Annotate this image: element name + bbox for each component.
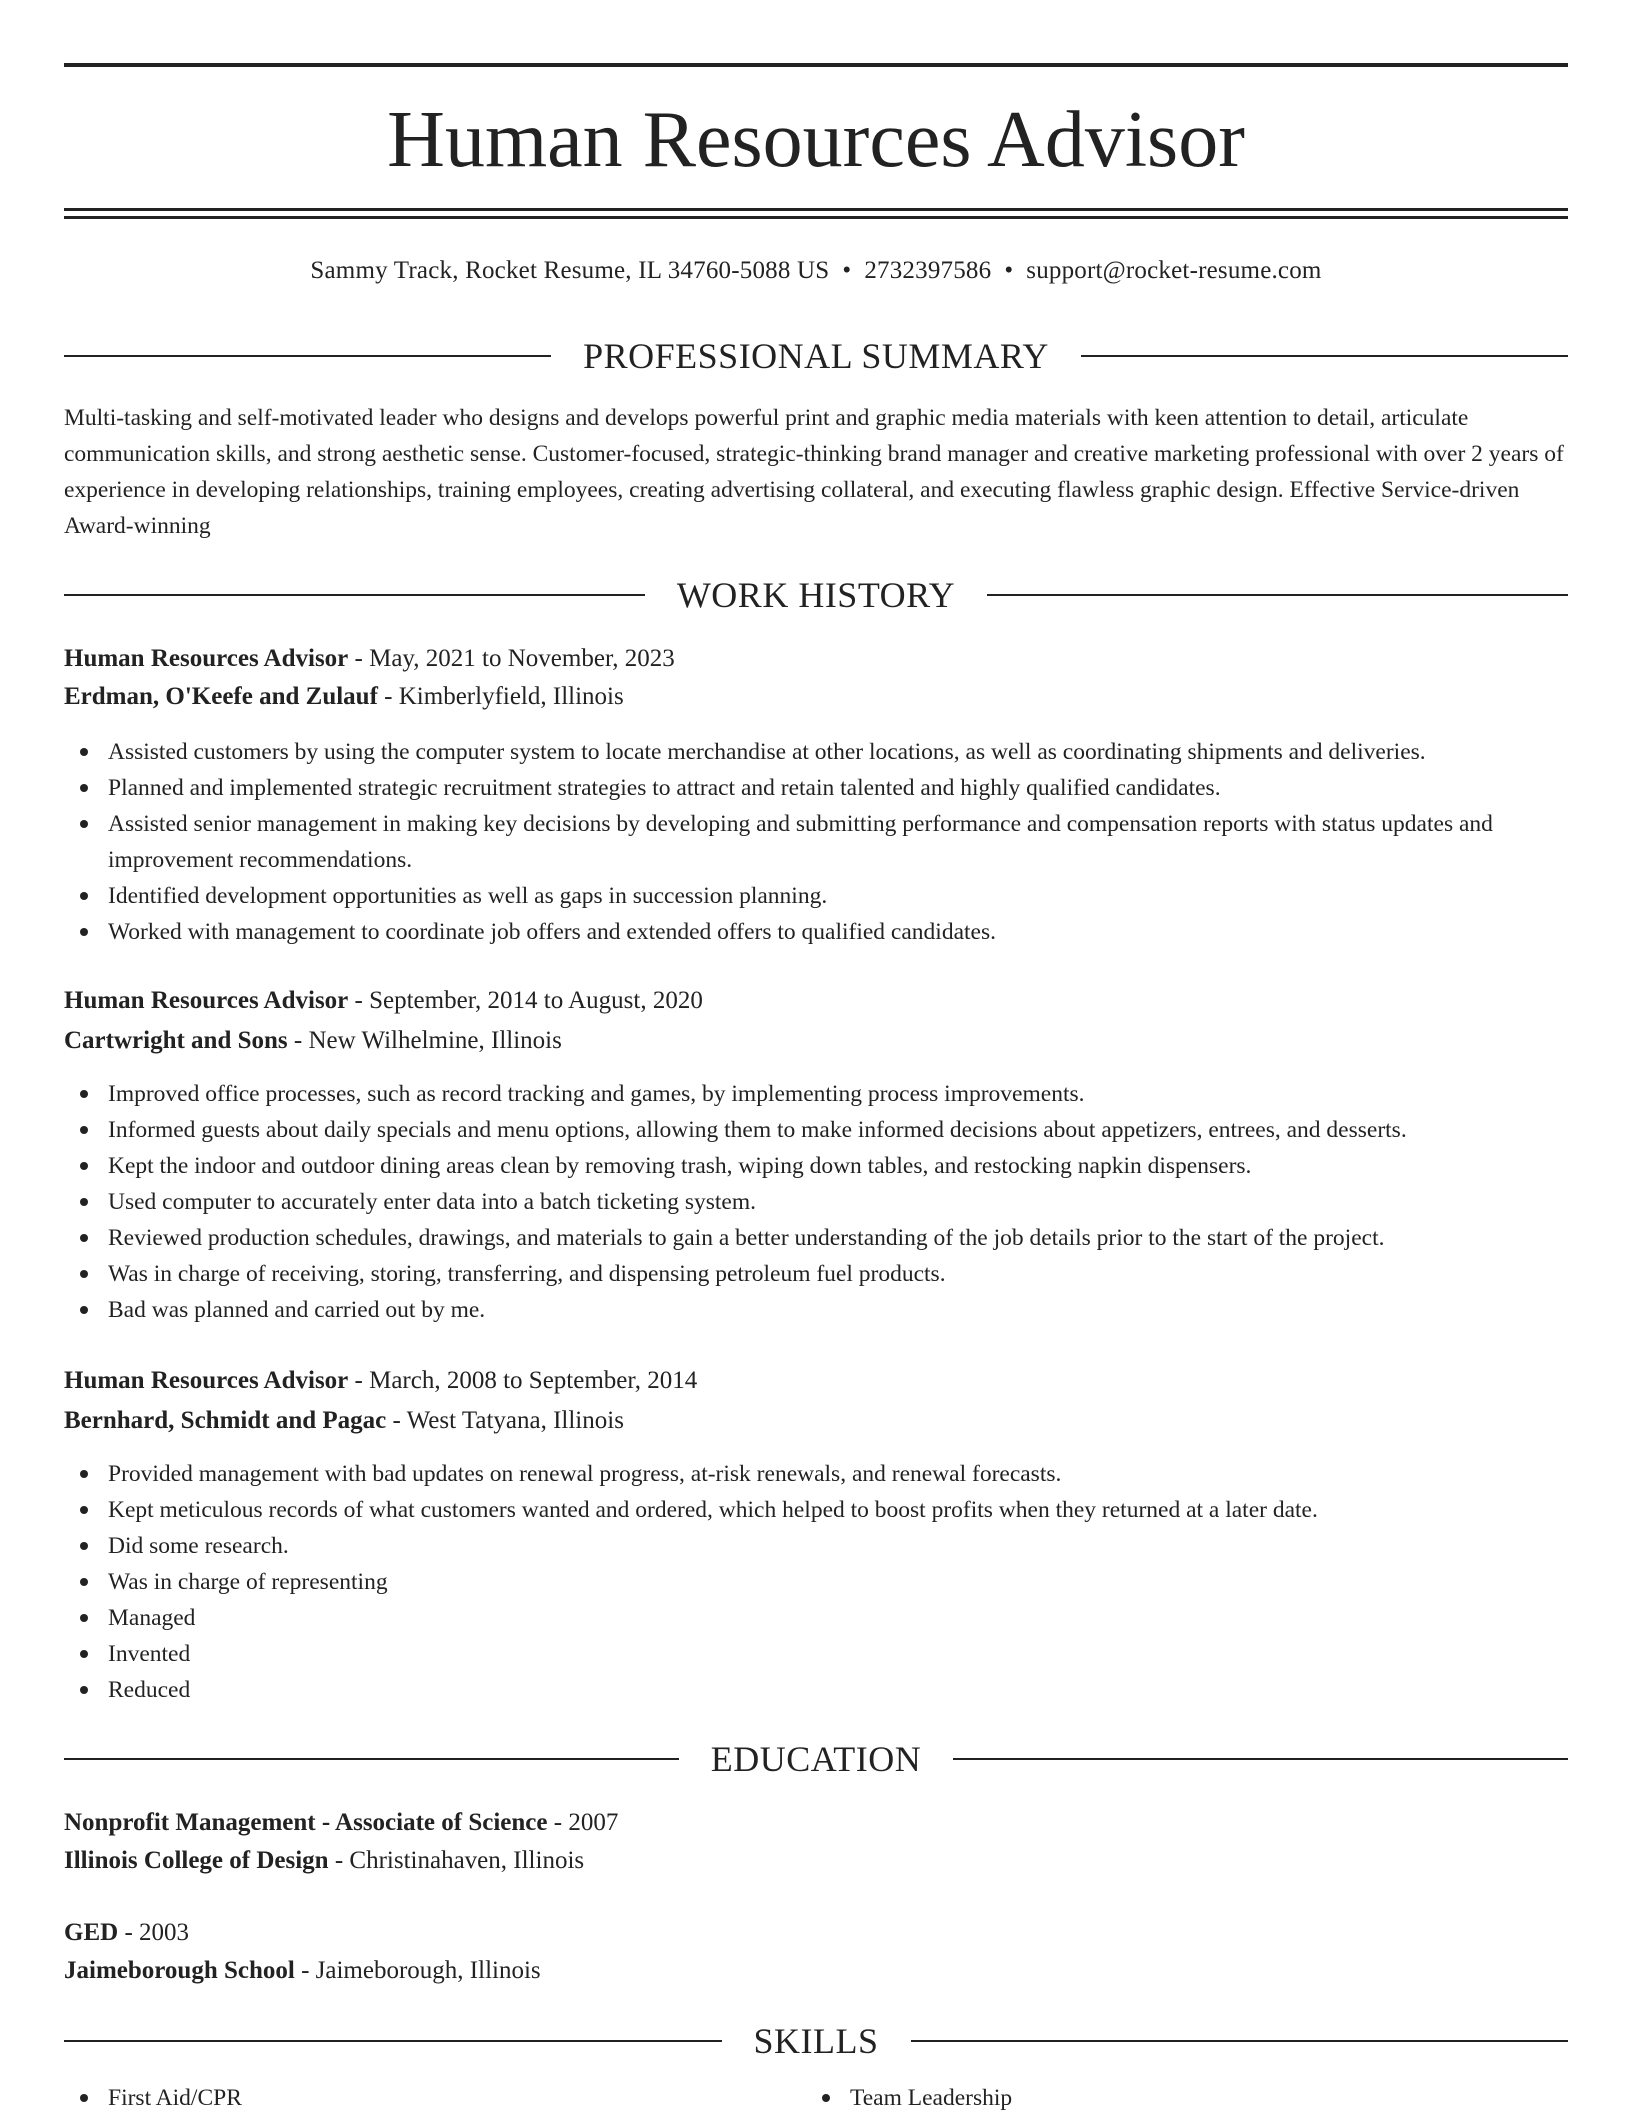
section-title: PROFESSIONAL SUMMARY xyxy=(583,336,1049,376)
section-rule xyxy=(953,1758,1568,1760)
education-school-line xyxy=(64,1953,1568,1989)
list-item: Provided management with bad updates on renewal progress, at-risk renewals, and renewal forecasts. xyxy=(64,1456,1568,1492)
dash: - xyxy=(354,987,363,1014)
job-company: Cartwright and Sons xyxy=(64,1027,288,1054)
job-title-line xyxy=(64,1363,1568,1399)
job-title-line xyxy=(64,641,1568,677)
section-rule xyxy=(64,2040,722,2042)
dash: - xyxy=(553,1809,563,1836)
list-item: Bad was planned and carried out by me. xyxy=(64,1292,1568,1328)
list-item: Invented xyxy=(64,1636,1568,1672)
dash: - xyxy=(384,683,393,710)
section-rule xyxy=(911,2040,1569,2042)
education-school-line xyxy=(64,1843,1568,1879)
job-dates: May, 2021 to November, 2023 xyxy=(369,645,675,672)
job-company-line xyxy=(64,1403,1568,1439)
list-item: Planned and implemented strategic recruitment strategies to attract and retain talented and highly qualified candidates. xyxy=(64,770,1568,806)
section-rule xyxy=(64,1758,679,1760)
education-degree-line xyxy=(64,1805,1568,1841)
job-title-line xyxy=(64,983,1568,1019)
dash: - xyxy=(293,1027,303,1054)
list-item: Was in charge of receiving, storing, transferring, and dispensing petroleum fuel products. xyxy=(64,1256,1568,1292)
education-location: Christinahaven, Illinois xyxy=(349,1847,585,1874)
resume-name: Human Resources Advisor xyxy=(387,96,1245,184)
skill-item: First Aid/CPR xyxy=(64,2080,1568,2116)
contact-separator: • xyxy=(1004,257,1014,284)
contact-line xyxy=(64,255,1568,287)
section-header-work xyxy=(64,573,1568,617)
summary-text: Multi-tasking and self-motivated leader who designs and develops powerful print and graphic media materials with keen attention to detail, articulate communication skills, and strong aesthetic sense. Customer-focused, strategic-thinking brand manager and creative marketing professional with over 2 years of experience in developing relationships, training employees, creating advertising collateral, and executing flawless graphic design. Effective Service-driven Award-winning xyxy=(64,405,1564,539)
list-item: Kept the indoor and outdoor dining areas clean by removing trash, wiping down tables, and restocking napkin dispensers. xyxy=(64,1148,1568,1184)
education-year: 2007 xyxy=(568,1809,619,1836)
job-title: Human Resources Advisor xyxy=(64,645,349,672)
list-item: Was in charge of representing xyxy=(64,1564,1568,1600)
job-dates: September, 2014 to August, 2020 xyxy=(369,987,703,1014)
section-header-summary xyxy=(64,334,1568,378)
section-rule xyxy=(64,355,551,357)
section-rule xyxy=(64,594,645,596)
section-rule xyxy=(1081,355,1568,357)
education-degree: GED xyxy=(64,1919,119,1946)
education-location: Jaimeborough, Illinois xyxy=(315,1957,541,1984)
list-item: Worked with management to coordinate job offers and extended offers to qualified candidates. xyxy=(64,914,1568,950)
job-location: New Wilhelmine, Illinois xyxy=(308,1027,562,1054)
dash: - xyxy=(354,645,363,672)
job-company-line xyxy=(64,1023,1568,1059)
dash: - xyxy=(392,1407,401,1434)
contact-email[interactable]: support@rocket-resume.com xyxy=(1026,257,1322,284)
dash: - xyxy=(301,1957,310,1984)
contact-address: Sammy Track, Rocket Resume, IL 34760-5088 US xyxy=(310,257,830,284)
skills-list-right xyxy=(806,2080,1632,2116)
section-header-education xyxy=(64,1737,1568,1781)
contact-phone: 2732397586 xyxy=(864,257,992,284)
job-bullets xyxy=(64,734,1568,950)
section-rule xyxy=(987,594,1568,596)
job-title: Human Resources Advisor xyxy=(64,987,349,1014)
double-rule-lower xyxy=(64,216,1568,219)
job-bullets xyxy=(64,1456,1568,1708)
section-header-skills xyxy=(64,2019,1568,2063)
dash: - xyxy=(354,1367,363,1394)
education-degree-line xyxy=(64,1915,1568,1951)
list-item: Assisted senior management in making key decisions by developing and submitting performance and compensation reports with status updates and improvement recommendations. xyxy=(64,806,1568,878)
list-item: Informed guests about daily specials and menu options, allowing them to make informed decisions about appetizers, entrees, and desserts. xyxy=(64,1112,1568,1148)
list-item: Improved office processes, such as record tracking and games, by implementing process improvements. xyxy=(64,1076,1568,1112)
list-item: Identified development opportunities as well as gaps in succession planning. xyxy=(64,878,1568,914)
list-item: Managed xyxy=(64,1600,1568,1636)
skill-item: Team Leadership xyxy=(806,2080,1632,2116)
job-title: Human Resources Advisor xyxy=(64,1367,349,1394)
education-school: Illinois College of Design xyxy=(64,1847,329,1874)
section-title: WORK HISTORY xyxy=(676,575,956,615)
list-item: Did some research. xyxy=(64,1528,1568,1564)
double-rule-upper xyxy=(64,208,1568,211)
list-item: Used computer to accurately enter data into a batch ticketing system. xyxy=(64,1184,1568,1220)
education-year: 2003 xyxy=(139,1919,190,1946)
dash: - xyxy=(334,1847,344,1874)
job-location: Kimberlyfield, Illinois xyxy=(398,683,624,710)
job-company: Erdman, O'Keefe and Zulauf xyxy=(64,683,378,710)
list-item: Reviewed production schedules, drawings, and materials to gain a better understanding of the job details prior to the start of the project. xyxy=(64,1220,1568,1256)
job-bullets xyxy=(64,1076,1568,1328)
job-location: West Tatyana, Illinois xyxy=(406,1407,624,1434)
job-company-line xyxy=(64,679,1568,715)
section-title: SKILLS xyxy=(753,2021,879,2061)
list-item: Assisted customers by using the computer system to locate merchandise at other locations, as well as coordinating shipments and deliveries. xyxy=(64,734,1568,770)
dash: - xyxy=(124,1919,133,1946)
section-title: EDUCATION xyxy=(710,1739,922,1779)
contact-separator: • xyxy=(842,257,852,284)
list-item: Kept meticulous records of what customers wanted and ordered, which helped to boost profits when they returned at a later date. xyxy=(64,1492,1568,1528)
job-dates: March, 2008 to September, 2014 xyxy=(369,1367,698,1394)
job-company: Bernhard, Schmidt and Pagac xyxy=(64,1407,387,1434)
list-item: Reduced xyxy=(64,1672,1568,1708)
education-school: Jaimeborough School xyxy=(64,1957,295,1984)
education-degree: Nonprofit Management - Associate of Science xyxy=(64,1809,548,1836)
top-rule xyxy=(64,63,1568,67)
